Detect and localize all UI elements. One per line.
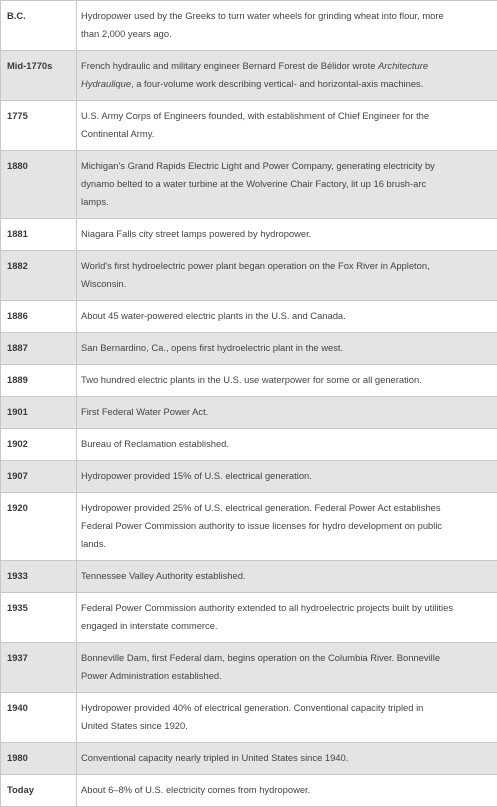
timeline-description (77, 493, 497, 561)
description-line: Tennessee Valley Authority established. (81, 567, 495, 585)
timeline-description (77, 643, 497, 693)
timeline-description (77, 397, 497, 429)
timeline-row (1, 333, 497, 365)
description-line: engaged in interstate commerce. (81, 617, 495, 635)
description-line: Power Administration established. (81, 667, 495, 685)
timeline-year: 1902 (1, 429, 77, 461)
timeline-year: 1935 (1, 593, 77, 643)
timeline-description (77, 593, 497, 643)
timeline-row (1, 743, 497, 775)
timeline-year: 1882 (1, 251, 77, 301)
timeline-row (1, 301, 497, 333)
description-line: Hydropower used by the Greeks to turn water wheels for grinding wheat into flour, more (81, 7, 495, 25)
timeline-row (1, 251, 497, 301)
timeline-row (1, 643, 497, 693)
description-line: Continental Army. (81, 125, 495, 143)
timeline-description (77, 743, 497, 775)
timeline-year: 1881 (1, 219, 77, 251)
description-line (81, 57, 495, 75)
timeline-year: 1901 (1, 397, 77, 429)
description-line: dynamo belted to a water turbine at the Wolverine Chair Factory, lit up 16 brush-arc (81, 175, 495, 193)
description-line: Michigan's Grand Rapids Electric Light and Power Company, generating electricity by (81, 157, 495, 175)
timeline-description (77, 429, 497, 461)
description-line: United States since 1920. (81, 717, 495, 735)
description-line: Niagara Falls city street lamps powered by hydropower. (81, 225, 495, 243)
timeline-description (77, 365, 497, 397)
timeline-row (1, 51, 497, 101)
description-text: French hydraulic and military engineer Bernard Forest de Bélidor wrote (81, 60, 378, 71)
timeline-description (77, 333, 497, 365)
timeline-year: 1933 (1, 561, 77, 593)
timeline-description (77, 1, 497, 51)
timeline-year: 1880 (1, 151, 77, 219)
description-line: U.S. Army Corps of Engineers founded, with establishment of Chief Engineer for the (81, 107, 495, 125)
timeline-description (77, 561, 497, 593)
book-title: Architecture (378, 60, 428, 71)
description-line: lamps. (81, 193, 495, 211)
timeline-row (1, 397, 497, 429)
timeline-year: Mid-1770s (1, 51, 77, 101)
timeline-row (1, 101, 497, 151)
timeline-row (1, 461, 497, 493)
timeline-year: 1886 (1, 301, 77, 333)
timeline-row (1, 493, 497, 561)
timeline-row (1, 1, 497, 51)
timeline-year: 1980 (1, 743, 77, 775)
timeline-year: 1907 (1, 461, 77, 493)
timeline-year: 1775 (1, 101, 77, 151)
description-line: Federal Power Commission authority extended to all hydroelectric projects built by utilities (81, 599, 495, 617)
timeline-year: 1937 (1, 643, 77, 693)
timeline-description (77, 101, 497, 151)
description-line: Two hundred electric plants in the U.S. use waterpower for some or all generation. (81, 371, 495, 389)
timeline-description (77, 693, 497, 743)
description-line: Wisconsin. (81, 275, 495, 293)
timeline-row (1, 219, 497, 251)
timeline-row (1, 151, 497, 219)
description-line: Federal Power Commission authority to issue licenses for hydro development on public (81, 517, 495, 535)
description-line (81, 75, 495, 93)
timeline-row (1, 693, 497, 743)
description-line: World's first hydroelectric power plant began operation on the Fox River in Appleton, (81, 257, 495, 275)
timeline-row (1, 365, 497, 397)
timeline-description (77, 775, 497, 807)
timeline-year: 1920 (1, 493, 77, 561)
timeline-row (1, 561, 497, 593)
timeline-body (1, 1, 497, 807)
description-line: than 2,000 years ago. (81, 25, 495, 43)
timeline-year: Today (1, 775, 77, 807)
timeline-description (77, 461, 497, 493)
timeline-row (1, 593, 497, 643)
timeline-description (77, 219, 497, 251)
description-line: Hydropower provided 15% of U.S. electrical generation. (81, 467, 495, 485)
description-line: About 45 water-powered electric plants in the U.S. and Canada. (81, 307, 495, 325)
description-text: , a four-volume work describing vertical- and horizontal-axis machines. (131, 78, 423, 89)
description-line: Hydropower provided 40% of electrical generation. Conventional capacity tripled in (81, 699, 495, 717)
timeline-row (1, 429, 497, 461)
description-line: Conventional capacity nearly tripled in United States since 1940. (81, 749, 495, 767)
timeline-year: 1940 (1, 693, 77, 743)
description-line: lands. (81, 535, 495, 553)
timeline-description (77, 151, 497, 219)
description-line: San Bernardino, Ca., opens first hydroelectric plant in the west. (81, 339, 495, 357)
description-line: Bureau of Reclamation established. (81, 435, 495, 453)
timeline-description (77, 51, 497, 101)
timeline-description (77, 301, 497, 333)
timeline-year: 1887 (1, 333, 77, 365)
timeline-year: 1889 (1, 365, 77, 397)
description-line: First Federal Water Power Act. (81, 403, 495, 421)
timeline-row (1, 775, 497, 807)
timeline-description (77, 251, 497, 301)
description-line: Hydropower provided 25% of U.S. electrical generation. Federal Power Act establishes (81, 499, 495, 517)
description-line: About 6–8% of U.S. electricity comes from hydropower. (81, 781, 495, 799)
description-line: Bonneville Dam, first Federal dam, begins operation on the Columbia River. Bonneville (81, 649, 495, 667)
book-title: Hydraulique (81, 78, 131, 89)
timeline-year: B.C. (1, 1, 77, 51)
